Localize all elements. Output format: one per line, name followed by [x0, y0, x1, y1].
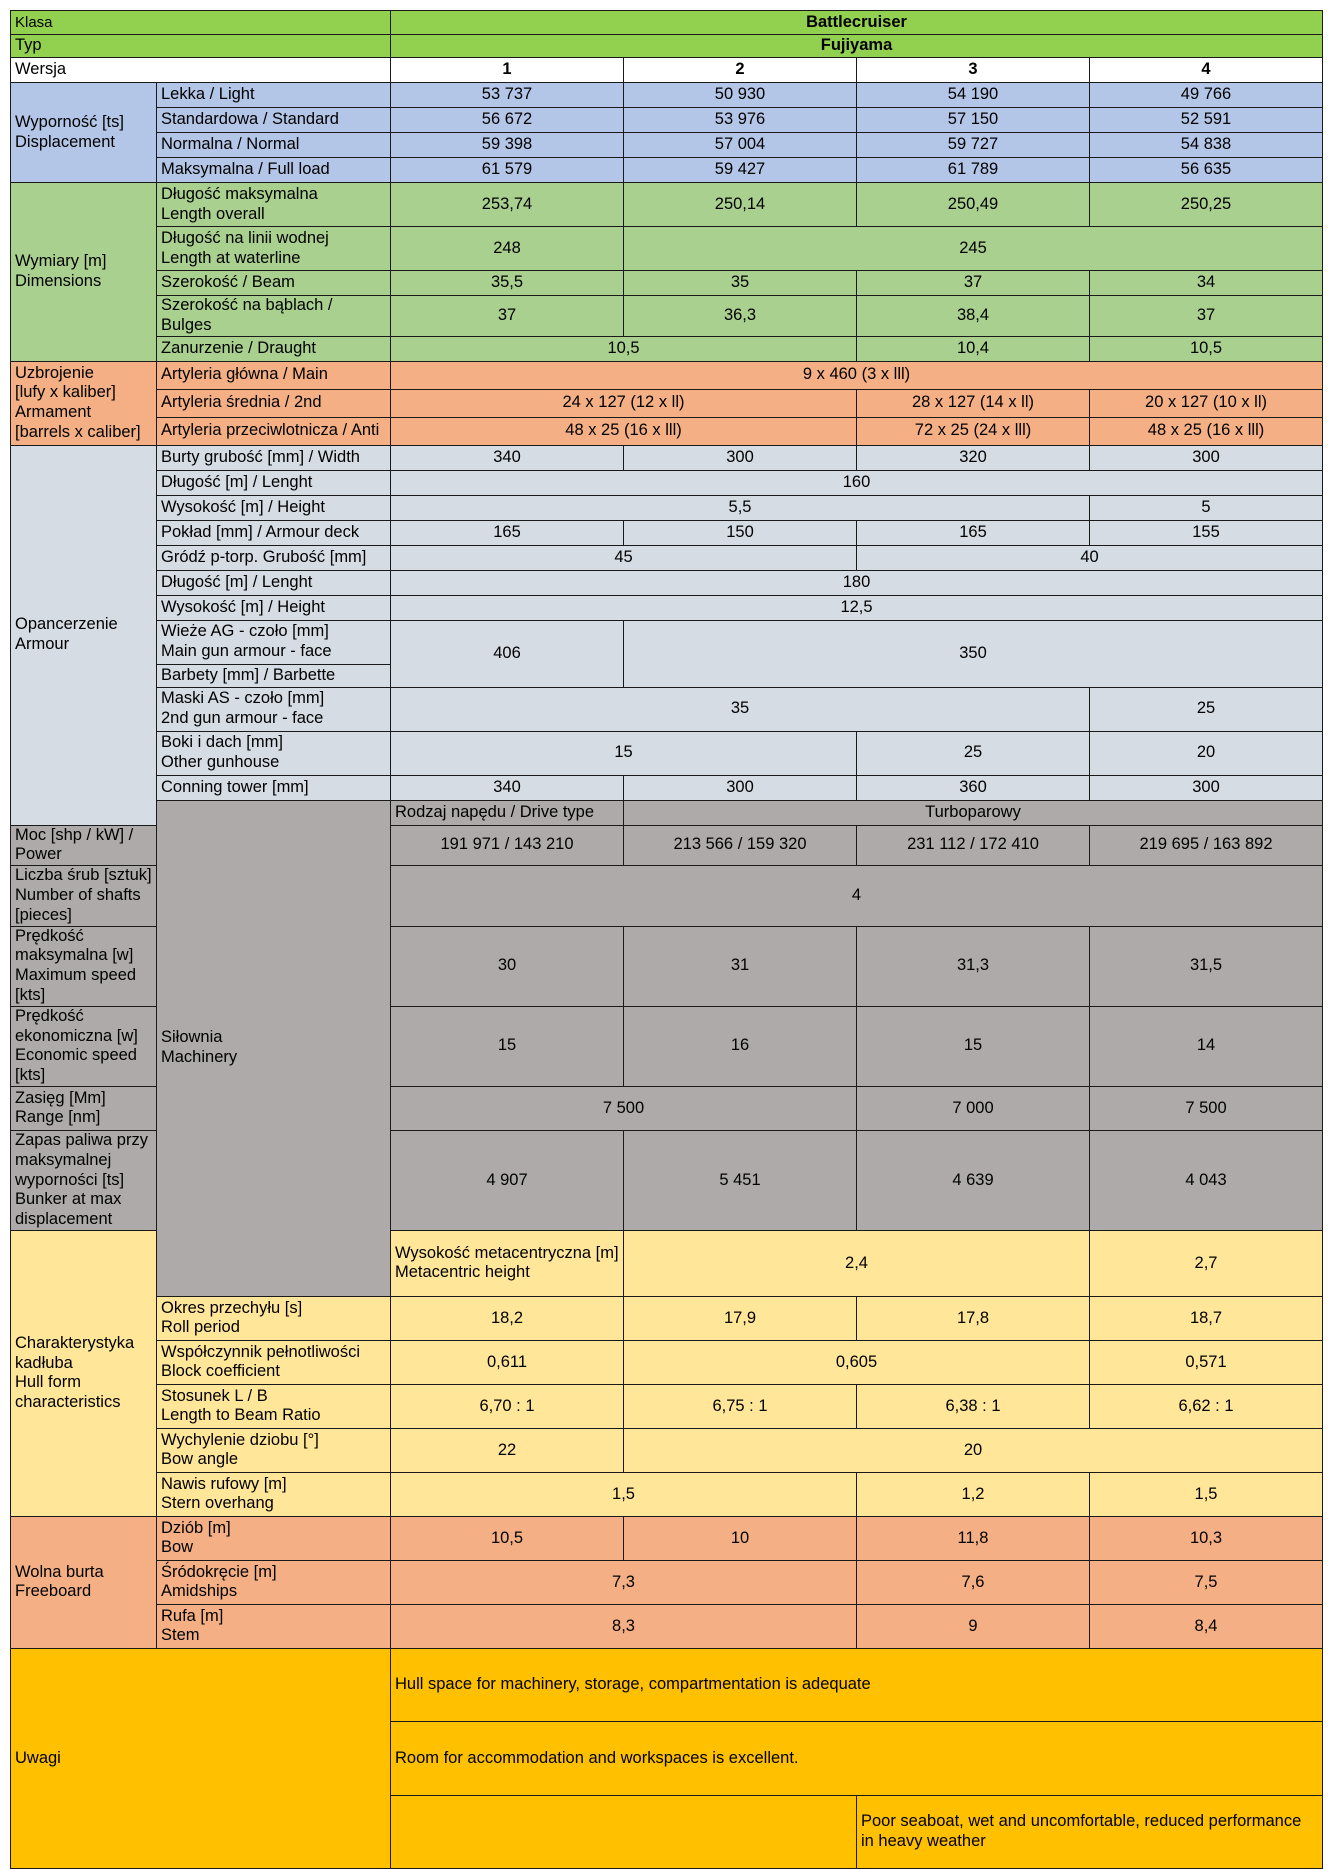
cell-value: 56 672 [391, 108, 624, 133]
cell-value: 18,2 [391, 1296, 624, 1340]
table-row [11, 495, 1323, 520]
cell-value: 10,4 [857, 336, 1090, 361]
table-row [11, 417, 1323, 445]
cell-value: 35 [624, 271, 857, 296]
cell-value: 6,75 : 1 [624, 1384, 857, 1428]
category-armour: Opancerzenie Armour [11, 445, 157, 825]
row-label: Współczynnik pełnotliwości Block coefficient [157, 1340, 391, 1384]
row-label: Moc [shp / kW] / Power [11, 825, 157, 866]
cell-value: 50 930 [624, 83, 857, 108]
cell-value: 57 150 [857, 108, 1090, 133]
cell-value: 250,25 [1090, 183, 1323, 227]
cell-value: 340 [391, 445, 624, 470]
cell-value: 2,4 [624, 1230, 1090, 1296]
table-row [11, 470, 1323, 495]
cell-value: Turboparowy [624, 800, 1323, 825]
row-label: Normalna / Normal [157, 133, 391, 158]
cell-value: 8,4 [1090, 1604, 1323, 1648]
note-3-empty [391, 1795, 857, 1868]
row-label: Okres przechyłu [s] Roll period [157, 1296, 391, 1340]
cell-value: 31 [624, 926, 857, 1006]
cell-value: 53 976 [624, 108, 857, 133]
table-row [11, 445, 1323, 470]
row-label: Wysokość [m] / Height [157, 495, 391, 520]
cell-value: 0,611 [391, 1340, 624, 1384]
cell-value: 300 [624, 775, 857, 800]
cell-value: 38,4 [857, 296, 1090, 337]
category-dimensions: Wymiary [m] Dimensions [11, 183, 157, 362]
table-row [11, 1340, 1323, 1384]
cell-value: 54 838 [1090, 133, 1323, 158]
cell-value: 9 x 460 (3 x lll) [391, 361, 1323, 389]
row-label: Liczba śrub [sztuk] Number of shafts [pieces] [11, 866, 157, 926]
cell-value: 59 427 [624, 158, 857, 183]
cell-value: 15 [391, 731, 857, 775]
table-row [11, 361, 1323, 389]
cell-value: 150 [624, 520, 857, 545]
cell-value: 6,70 : 1 [391, 1384, 624, 1428]
table-row [11, 775, 1323, 800]
cell-value: 4 907 [391, 1130, 624, 1230]
row-label: Śródokręcie [m] Amidships [157, 1560, 391, 1604]
cell-value: 1,5 [1090, 1472, 1323, 1516]
table-row [11, 183, 1323, 227]
table-row [11, 1516, 1323, 1560]
row-label: Maksymalna / Full load [157, 158, 391, 183]
cell-value: 7 500 [391, 1086, 857, 1130]
cell-value: 17,9 [624, 1296, 857, 1340]
wersja-label: Wersja [11, 58, 391, 83]
cell-value: 28 x 127 (14 x ll) [857, 389, 1090, 417]
cell-value: 35 [391, 687, 1090, 731]
cell-value: 7,3 [391, 1560, 857, 1604]
klasa-label: Klasa [11, 11, 391, 35]
klasa-row [11, 11, 1323, 35]
table-row [11, 520, 1323, 545]
category-machinery: Siłownia Machinery [157, 800, 391, 1296]
row-label: Wychylenie dziobu [°] Bow angle [157, 1428, 391, 1472]
cell-value: 10,5 [391, 1516, 624, 1560]
cell-value: 6,38 : 1 [857, 1384, 1090, 1428]
cell-value: 300 [1090, 775, 1323, 800]
cell-value: 340 [391, 775, 624, 800]
cell-value: 180 [391, 570, 1323, 595]
typ-row [11, 35, 1323, 58]
row-label: Szerokość / Beam [157, 271, 391, 296]
row-label: Boki i dach [mm] Other gunhouse [157, 731, 391, 775]
klasa-value: Battlecruiser [391, 11, 1323, 35]
table-row [11, 336, 1323, 361]
row-label: Artyleria główna / Main [157, 361, 391, 389]
table-row [11, 595, 1323, 620]
cell-value: 0,605 [624, 1340, 1090, 1384]
cell-value: 6,62 : 1 [1090, 1384, 1323, 1428]
cell-value: 53 737 [391, 83, 624, 108]
cell-value: 155 [1090, 520, 1323, 545]
cell-value: 30 [391, 926, 624, 1006]
cell-value: 49 766 [1090, 83, 1323, 108]
cell-value: 219 695 / 163 892 [1090, 825, 1323, 866]
cell-value: 37 [857, 271, 1090, 296]
row-label: Nawis rufowy [m] Stern overhang [157, 1472, 391, 1516]
note-1: Hull space for machinery, storage, compartmentation is adequate [391, 1648, 1323, 1721]
cell-value: 61 789 [857, 158, 1090, 183]
table-row [11, 731, 1323, 775]
table-row [11, 1560, 1323, 1604]
cell-value: 18,7 [1090, 1296, 1323, 1340]
row-label: Prędkość ekonomiczna [w] Economic speed [kts] [11, 1006, 157, 1086]
cell-value: 20 [624, 1428, 1323, 1472]
cell-value: 25 [1090, 687, 1323, 731]
cell-value: 320 [857, 445, 1090, 470]
cell-value: 165 [857, 520, 1090, 545]
cell-value: 1,2 [857, 1472, 1090, 1516]
table-row [11, 271, 1323, 296]
row-label: Pokład [mm] / Armour deck [157, 520, 391, 545]
category-hull: Charakterystyka kadłuba Hull form characteristics [11, 1230, 157, 1516]
cell-value: 300 [624, 445, 857, 470]
cell-value: 4 639 [857, 1130, 1090, 1230]
table-row [11, 133, 1323, 158]
cell-value: 253,74 [391, 183, 624, 227]
cell-value: 35,5 [391, 271, 624, 296]
cell-value: 15 [391, 1006, 624, 1086]
row-label: Maski AS - czoło [mm] 2nd gun armour - face [157, 687, 391, 731]
cell-value: 25 [857, 731, 1090, 775]
cell-value: 5 [1090, 495, 1323, 520]
cell-value: 160 [391, 470, 1323, 495]
table-row [11, 620, 1323, 664]
cell-value: 350 [624, 620, 1323, 687]
cell-value: 245 [624, 227, 1323, 271]
cell-value: 45 [391, 545, 857, 570]
cell-value: 7 500 [1090, 1086, 1323, 1130]
cell-value: 165 [391, 520, 624, 545]
cell-value: 0,571 [1090, 1340, 1323, 1384]
table-row [11, 1296, 1323, 1340]
table-row [11, 158, 1323, 183]
cell-value: 59 398 [391, 133, 624, 158]
cell-value: 20 x 127 (10 x ll) [1090, 389, 1323, 417]
row-label: Wysokość metacentryczna [m] Metacentric height [391, 1230, 624, 1296]
typ-label: Typ [11, 35, 391, 58]
cell-value: 36,3 [624, 296, 857, 337]
row-label: Wieże AG - czoło [mm] Main gun armour - face [157, 620, 391, 664]
cell-value: 191 971 / 143 210 [391, 825, 624, 866]
version-3: 3 [857, 58, 1090, 83]
cell-value: 52 591 [1090, 108, 1323, 133]
row-label: Szerokość na bąblach / Bulges [157, 296, 391, 337]
category-freeboard: Wolna burta Freeboard [11, 1516, 157, 1648]
cell-value: 34 [1090, 271, 1323, 296]
table-row [11, 83, 1323, 108]
cell-value: 7,5 [1090, 1560, 1323, 1604]
cell-value: 15 [857, 1006, 1090, 1086]
row-label: Burty grubość [mm] / Width [157, 445, 391, 470]
cell-value: 10 [624, 1516, 857, 1560]
row-label: Artyleria średnia / 2nd [157, 389, 391, 417]
row-label: Barbety [mm] / Barbette [157, 664, 391, 687]
row-label: Lekka / Light [157, 83, 391, 108]
version-1: 1 [391, 58, 624, 83]
table-row [11, 1604, 1323, 1648]
row-label: Zasięg [Mm] Range [nm] [11, 1086, 157, 1130]
ship-spec-table [10, 10, 1323, 1869]
cell-value: 9 [857, 1604, 1090, 1648]
cell-value: 250,49 [857, 183, 1090, 227]
table-row [11, 389, 1323, 417]
row-label: Długość [m] / Lenght [157, 570, 391, 595]
table-row [11, 687, 1323, 731]
typ-value: Fujiyama [391, 35, 1323, 58]
table-row [11, 570, 1323, 595]
row-label: Wysokość [m] / Height [157, 595, 391, 620]
cell-value: 14 [1090, 1006, 1323, 1086]
cell-value: 2,7 [1090, 1230, 1323, 1296]
cell-value: 31,3 [857, 926, 1090, 1006]
category-armament: Uzbrojenie [lufy x kaliber] Armament [barrels x caliber] [11, 361, 157, 445]
cell-value: 406 [391, 620, 624, 687]
row-label: Gródź p-torp. Grubość [mm] [157, 545, 391, 570]
category-notes: Uwagi [11, 1648, 391, 1868]
row-label: Długość [m] / Lenght [157, 470, 391, 495]
cell-value: 72 x 25 (24 x lll) [857, 417, 1090, 445]
cell-value: 40 [857, 545, 1323, 570]
row-label: Dziób [m] Bow [157, 1516, 391, 1560]
table-row [11, 108, 1323, 133]
cell-value: 57 004 [624, 133, 857, 158]
cell-value: 248 [391, 227, 624, 271]
cell-value: 12,5 [391, 595, 1323, 620]
row-label: Zanurzenie / Draught [157, 336, 391, 361]
note-3: Poor seaboat, wet and uncomfortable, reduced performance in heavy weather [857, 1795, 1323, 1868]
cell-value: 4 [391, 866, 1323, 926]
table-row [11, 1648, 1323, 1721]
cell-value: 7 000 [857, 1086, 1090, 1130]
cell-value: 5 451 [624, 1130, 857, 1230]
table-row [11, 296, 1323, 337]
wersja-row [11, 58, 1323, 83]
cell-value: 300 [1090, 445, 1323, 470]
row-label: Stosunek L / B Length to Beam Ratio [157, 1384, 391, 1428]
row-label: Długość maksymalna Length overall [157, 183, 391, 227]
table-row [11, 800, 1323, 825]
cell-value: 4 043 [1090, 1130, 1323, 1230]
cell-value: 48 x 25 (16 x lll) [1090, 417, 1323, 445]
cell-value: 8,3 [391, 1604, 857, 1648]
note-2: Room for accommodation and workspaces is excellent. [391, 1721, 1323, 1795]
version-2: 2 [624, 58, 857, 83]
row-label: Conning tower [mm] [157, 775, 391, 800]
cell-value: 56 635 [1090, 158, 1323, 183]
cell-value: 22 [391, 1428, 624, 1472]
row-label: Prędkość maksymalna [w] Maximum speed [kts] [11, 926, 157, 1006]
row-label: Zapas paliwa przy maksymalnej wyporności [ts] Bunker at max displacement [11, 1130, 157, 1230]
table-row [11, 1472, 1323, 1516]
cell-value: 10,3 [1090, 1516, 1323, 1560]
cell-value: 10,5 [391, 336, 857, 361]
cell-value: 31,5 [1090, 926, 1323, 1006]
table-row [11, 1428, 1323, 1472]
cell-value: 7,6 [857, 1560, 1090, 1604]
row-label: Długość na linii wodnej Length at waterline [157, 227, 391, 271]
row-label: Standardowa / Standard [157, 108, 391, 133]
cell-value: 5,5 [391, 495, 1090, 520]
table-row [11, 545, 1323, 570]
cell-value: 213 566 / 159 320 [624, 825, 857, 866]
cell-value: 37 [1090, 296, 1323, 337]
row-label: Rodzaj napędu / Drive type [391, 800, 624, 825]
cell-value: 250,14 [624, 183, 857, 227]
row-label: Rufa [m] Stem [157, 1604, 391, 1648]
cell-value: 24 x 127 (12 x ll) [391, 389, 857, 417]
cell-value: 10,5 [1090, 336, 1323, 361]
cell-value: 37 [391, 296, 624, 337]
cell-value: 17,8 [857, 1296, 1090, 1340]
row-label: Artyleria przeciwlotnicza / Anti [157, 417, 391, 445]
cell-value: 48 x 25 (16 x lll) [391, 417, 857, 445]
table-row [11, 1384, 1323, 1428]
cell-value: 1,5 [391, 1472, 857, 1516]
cell-value: 231 112 / 172 410 [857, 825, 1090, 866]
cell-value: 360 [857, 775, 1090, 800]
table-row [11, 227, 1323, 271]
cell-value: 20 [1090, 731, 1323, 775]
cell-value: 61 579 [391, 158, 624, 183]
version-4: 4 [1090, 58, 1323, 83]
cell-value: 54 190 [857, 83, 1090, 108]
cell-value: 11,8 [857, 1516, 1090, 1560]
category-displacement: Wyporność [ts] Displacement [11, 83, 157, 183]
cell-value: 16 [624, 1006, 857, 1086]
cell-value: 59 727 [857, 133, 1090, 158]
